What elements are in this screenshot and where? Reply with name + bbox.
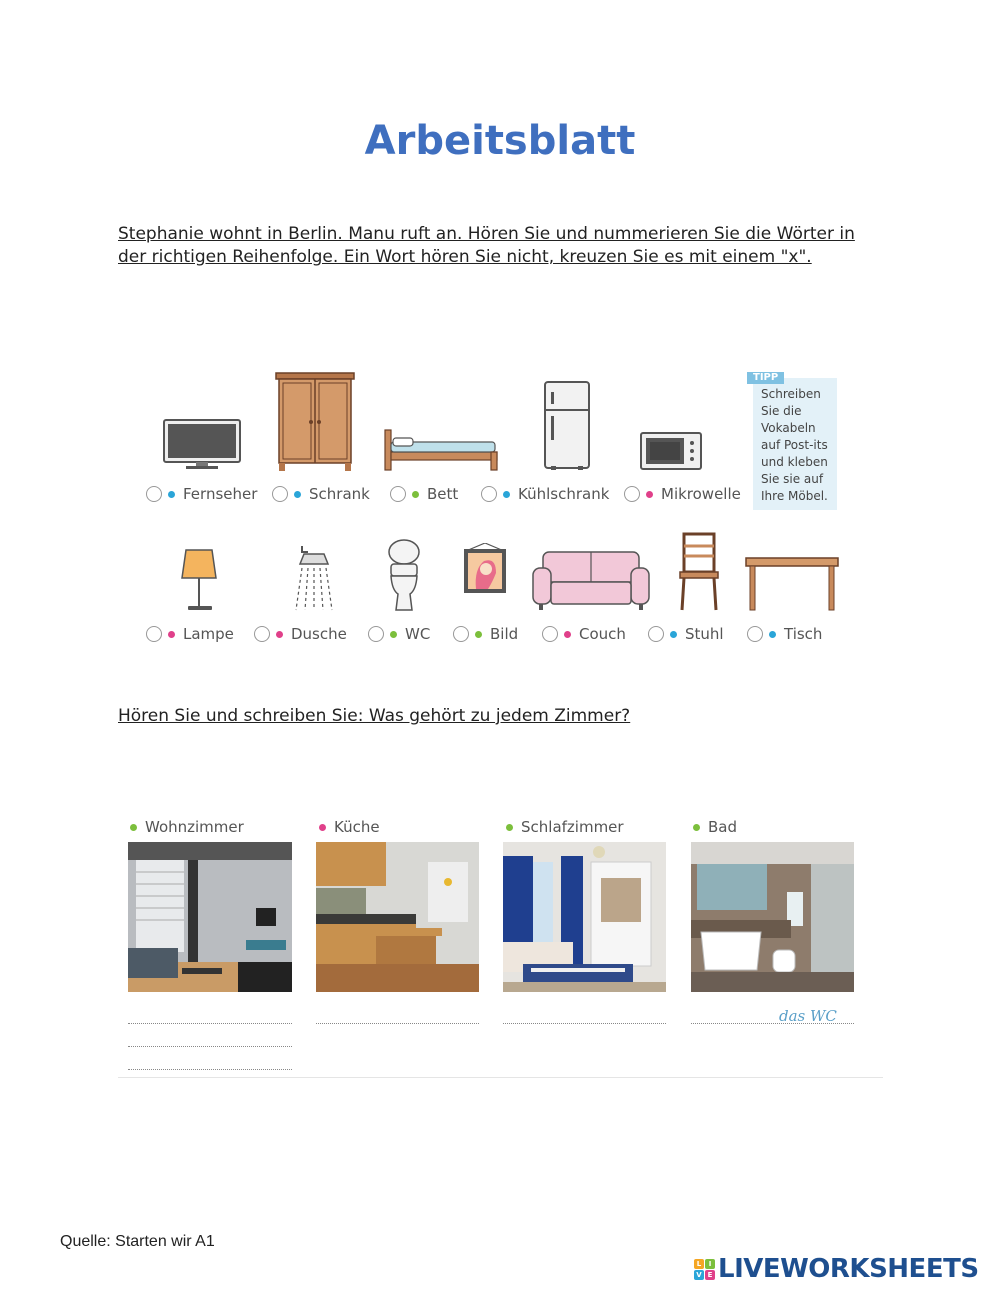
room-label-text: Bad (708, 818, 738, 836)
item-label: Couch (579, 625, 626, 643)
pink-dot-icon (276, 631, 283, 638)
item-label: Kühlschrank (518, 485, 610, 503)
logo-text: LIVEWORKSHEETS (718, 1254, 979, 1284)
item-label: Bild (490, 625, 519, 643)
answer-line-wohnzimmer-3[interactable] (128, 1069, 292, 1070)
photo-schlafzimmer (503, 842, 666, 992)
page-title: Arbeitsblatt (364, 118, 636, 164)
item-label: Tisch (784, 625, 823, 643)
room-label-text: Wohnzimmer (145, 818, 244, 836)
fridge-icon (543, 380, 591, 472)
blue-dot-icon (503, 491, 510, 498)
blue-dot-icon (670, 631, 677, 638)
green-dot-icon (506, 824, 513, 831)
item-label: Mikrowelle (661, 485, 741, 503)
checkbox-circle[interactable] (747, 626, 763, 642)
wardrobe-icon (275, 372, 355, 472)
room-label-schlafzimmer (506, 818, 624, 836)
item-bild[interactable] (453, 625, 518, 643)
tipp-text: Schreiben Sie die Vokabeln auf Post-its und kleben Sie sie auf Ihre Möbel. (761, 387, 828, 503)
item-tisch[interactable] (747, 625, 822, 643)
liveworksheets-logo (694, 1254, 979, 1284)
item-fernseher[interactable] (146, 485, 257, 503)
photo-bad (691, 842, 854, 992)
item-label: Lampe (183, 625, 234, 643)
lamp-icon (180, 548, 220, 612)
item-label: Dusche (291, 625, 347, 643)
source-note: Quelle: Starten wir A1 (60, 1233, 215, 1250)
item-label: WC (405, 625, 431, 643)
room-label-text: Küche (334, 818, 380, 836)
pink-dot-icon (168, 631, 175, 638)
bed-icon (383, 428, 499, 472)
divider (118, 1077, 883, 1078)
checkbox-circle[interactable] (272, 486, 288, 502)
tipp-box (747, 372, 837, 510)
green-dot-icon (475, 631, 482, 638)
example-answer: das WC (779, 1007, 837, 1025)
checkbox-circle[interactable] (624, 486, 640, 502)
room-label-text: Schlafzimmer (521, 818, 624, 836)
item-label: Stuhl (685, 625, 724, 643)
item-mikrowelle[interactable] (624, 485, 741, 503)
item-couch[interactable] (542, 625, 626, 643)
green-dot-icon (412, 491, 419, 498)
item-label: Fernseher (183, 485, 258, 503)
checkbox-circle[interactable] (390, 486, 406, 502)
item-kuehlschrank[interactable] (481, 485, 609, 503)
answer-line-schlafzimmer[interactable] (503, 1023, 666, 1024)
instruction-rooms: Hören Sie und schreiben Sie: Was gehört zu jedem Zimmer? (118, 706, 631, 726)
checkbox-circle[interactable] (254, 626, 270, 642)
green-dot-icon (130, 824, 137, 831)
photo-kueche (316, 842, 479, 992)
item-lampe[interactable] (146, 625, 234, 643)
logo-mark-icon (694, 1259, 715, 1280)
item-label: Bett (427, 485, 459, 503)
room-label-kueche (319, 818, 380, 836)
tv-icon (162, 418, 242, 470)
toilet-icon (386, 538, 422, 612)
room-label-wohnzimmer (130, 818, 244, 836)
checkbox-circle[interactable] (146, 626, 162, 642)
photo-wohnzimmer (128, 842, 292, 992)
checkbox-circle[interactable] (542, 626, 558, 642)
logo-mark-i: I (705, 1259, 715, 1269)
item-wc[interactable] (368, 625, 430, 643)
picture-icon (462, 543, 508, 595)
chair-icon (678, 532, 720, 612)
logo-mark-v: V (694, 1270, 704, 1280)
checkbox-circle[interactable] (481, 486, 497, 502)
checkbox-circle[interactable] (368, 626, 384, 642)
microwave-icon (639, 431, 703, 473)
item-stuhl[interactable] (648, 625, 724, 643)
pink-dot-icon (646, 491, 653, 498)
checkbox-circle[interactable] (648, 626, 664, 642)
answer-line-wohnzimmer-2[interactable] (128, 1046, 292, 1047)
item-schrank[interactable] (272, 485, 370, 503)
item-bett[interactable] (390, 485, 458, 503)
table-icon (744, 556, 840, 612)
answer-line-kueche[interactable] (316, 1023, 479, 1024)
pink-dot-icon (319, 824, 326, 831)
couch-icon (531, 548, 651, 612)
checkbox-circle[interactable] (453, 626, 469, 642)
blue-dot-icon (294, 491, 301, 498)
blue-dot-icon (168, 491, 175, 498)
instruction-numbering: Stephanie wohnt in Berlin. Manu ruft an. Hören Sie und nummerieren Sie die Wörter in der richtigen Reihenfolge. Ein Wort hören Sie nicht, kreuzen Sie es mit einem "x". (118, 224, 855, 267)
blue-dot-icon (769, 631, 776, 638)
logo-mark-e: E (705, 1270, 715, 1280)
green-dot-icon (390, 631, 397, 638)
pink-dot-icon (564, 631, 571, 638)
checkbox-circle[interactable] (146, 486, 162, 502)
item-label: Schrank (309, 485, 370, 503)
answer-line-wohnzimmer-1[interactable] (128, 1023, 292, 1024)
logo-mark-l: L (694, 1259, 704, 1269)
tipp-tag: TIPP (747, 372, 784, 384)
shower-icon (294, 542, 336, 612)
green-dot-icon (693, 824, 700, 831)
room-label-bad (693, 818, 737, 836)
item-dusche[interactable] (254, 625, 347, 643)
